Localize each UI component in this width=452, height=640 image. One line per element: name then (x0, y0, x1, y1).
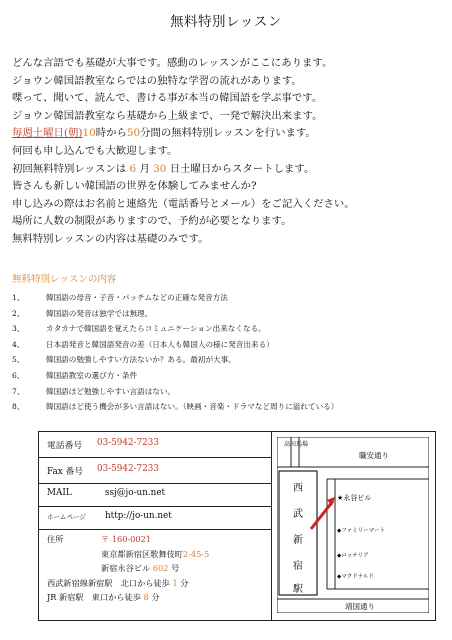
start-day: 30 (153, 162, 167, 175)
item-number: 5、 (12, 355, 25, 365)
list-item (12, 337, 448, 353)
room-number: 602 (152, 563, 169, 573)
start-text: 日土曜日からスタートします。 (169, 162, 315, 175)
access-unit: 分 (180, 577, 189, 588)
list-item (12, 384, 448, 400)
contents-heading: 無料特別レッスンの内容 (12, 274, 117, 285)
list-item (12, 399, 448, 415)
address-line (47, 547, 209, 562)
list-item (12, 306, 448, 322)
item-text: 韓国語ほど使う機会が多い言語はない。（映画・音楽・ドラマなど周りに溢れている） (46, 402, 339, 412)
walk-minutes: 8 (143, 592, 149, 602)
item-number: 1、 (12, 293, 25, 302)
schedule-minutes: 50 (126, 127, 141, 140)
address-text: 東京都新宿区歌舞伎町 (101, 548, 183, 559)
list-item (12, 321, 448, 337)
list-item (12, 290, 448, 306)
familymart-marker: ◆ファミリーマート (337, 528, 386, 534)
start-text: 初回無料特別レッスンは (12, 162, 127, 175)
item-number: 7、 (12, 386, 25, 396)
intro-line: 喋って、聞いて、読んで、書ける事が本当の韓国語を学ぶ事です。 (12, 92, 323, 105)
intro-line: どんな言語でも基礎が大事です。感動のレッスンがここにあります。 (12, 57, 333, 69)
item-number: 4、 (12, 339, 25, 349)
schedule-day: 毎週土曜日(朝) (12, 127, 83, 140)
intro-line: 場所に人数の制限がありますので、予約が必要となります。 (12, 215, 292, 228)
building-line (47, 561, 209, 576)
start-month: 6 (129, 162, 137, 175)
item-text: 韓国語教室の選び方・条件 (46, 370, 138, 380)
yasukuni-street-label: 靖国通り (345, 602, 375, 611)
item-text: 日本語発音と韓国語発音の差（日本人も韓国人の様に発音出来る） (46, 339, 274, 349)
tel-value: 03-5942-7233 (97, 438, 159, 448)
jr-access (47, 590, 209, 605)
fax-label: Fax 番号 (47, 467, 84, 477)
station-char: 武 (293, 509, 303, 520)
schedule-text: 分間の無料特別レッスンを行います。 (140, 127, 316, 140)
item-text: 韓国語の発音は独学では無理。 (46, 308, 153, 318)
item-number: 2、 (12, 308, 25, 318)
building-suffix: 号 (171, 563, 180, 573)
item-text: カタカナで韓国語を覚えたらコミュニケーション出来なくなる。 (46, 324, 266, 334)
access-text: JR 新宿駅 東口から徒歩 (47, 592, 141, 602)
lotteria-marker: ◆ロッテリア (337, 553, 369, 559)
page-title: 無料特別レッスン (170, 14, 282, 30)
station-char: 駅 (293, 584, 303, 595)
item-number: 3、 (12, 324, 25, 334)
list-item (12, 352, 448, 368)
mcdonalds-marker: ◆マクドナルド (337, 574, 374, 580)
walk-minutes: 1 (172, 577, 178, 588)
list-item (12, 368, 448, 384)
mail-row (39, 484, 271, 507)
schedule-line (12, 125, 442, 143)
schedule-text: 時から (95, 127, 127, 140)
tel-label: 電話番号 (47, 441, 83, 451)
seibu-access (47, 576, 209, 591)
intro-line: ジョウン韓国語教室なら基礎から上級まで、一発で解決出来ます。 (12, 109, 323, 122)
mail-value[interactable]: ssj@jo-un.net (105, 488, 166, 498)
intro-line: 無料特別レッスンの内容は基礎のみです。 (12, 232, 209, 245)
intro-line: 何回も申し込んでも大歓迎します。 (12, 144, 178, 157)
zip-code: 〒 160-0021 (101, 534, 152, 544)
item-text: 韓国語の勉強しやすい方法ないか？ある。最初が大事。 (46, 355, 236, 365)
address-label: 住所 (47, 534, 64, 544)
fax-value: 03-5942-7233 (97, 464, 159, 474)
fax-row (39, 458, 271, 484)
item-number: 8、 (12, 402, 25, 412)
contact-box (38, 431, 436, 621)
item-text: 韓国語の母音・子音・パッチムなどの正確な発音方法 (46, 293, 228, 302)
zip-line (47, 532, 209, 547)
access-unit: 分 (151, 592, 160, 602)
schedule-hour: 10 (82, 127, 96, 140)
web-label: ホームページ (47, 513, 86, 521)
mail-label: MAIL (47, 488, 72, 498)
building-marker: ★永谷ビル (337, 494, 372, 502)
web-value[interactable]: http://jo-un.net (105, 511, 172, 521)
building-name: 新宿永谷ビル (101, 563, 151, 573)
intro-text (12, 55, 442, 249)
station-char: 宿 (293, 561, 303, 572)
station-char: 西 (293, 483, 303, 494)
start-date-line (12, 161, 442, 179)
access-map (277, 437, 429, 613)
contents-list (12, 290, 448, 415)
item-number: 6、 (12, 370, 25, 380)
item-text: 韓国語ほど勉強しやすい言語はない。 (46, 386, 176, 396)
contact-info (39, 432, 272, 620)
tel-row (39, 432, 271, 458)
address-number: 2-45-5 (182, 548, 210, 559)
web-row (39, 507, 271, 530)
intro-line: 申し込みの際はお名前と連絡先（電話番号とメール）をご記入ください。 (12, 197, 355, 210)
intro-line: ジョウン韓国語教室ならではの独特な学習の流れがあります。 (12, 74, 302, 87)
access-text: 西武新宿線新宿駅 北口から徒歩 (47, 577, 170, 588)
shokuan-street-label: 職安通り (359, 451, 389, 460)
station-char: 新 (293, 535, 303, 546)
intro-line: 皆さんも新しい韓国語の世界を体験してみませんか? (12, 180, 257, 193)
takadanobaba-label: 高田馬場 (284, 441, 309, 448)
start-text: 月 (139, 162, 150, 175)
address-block (47, 532, 209, 605)
